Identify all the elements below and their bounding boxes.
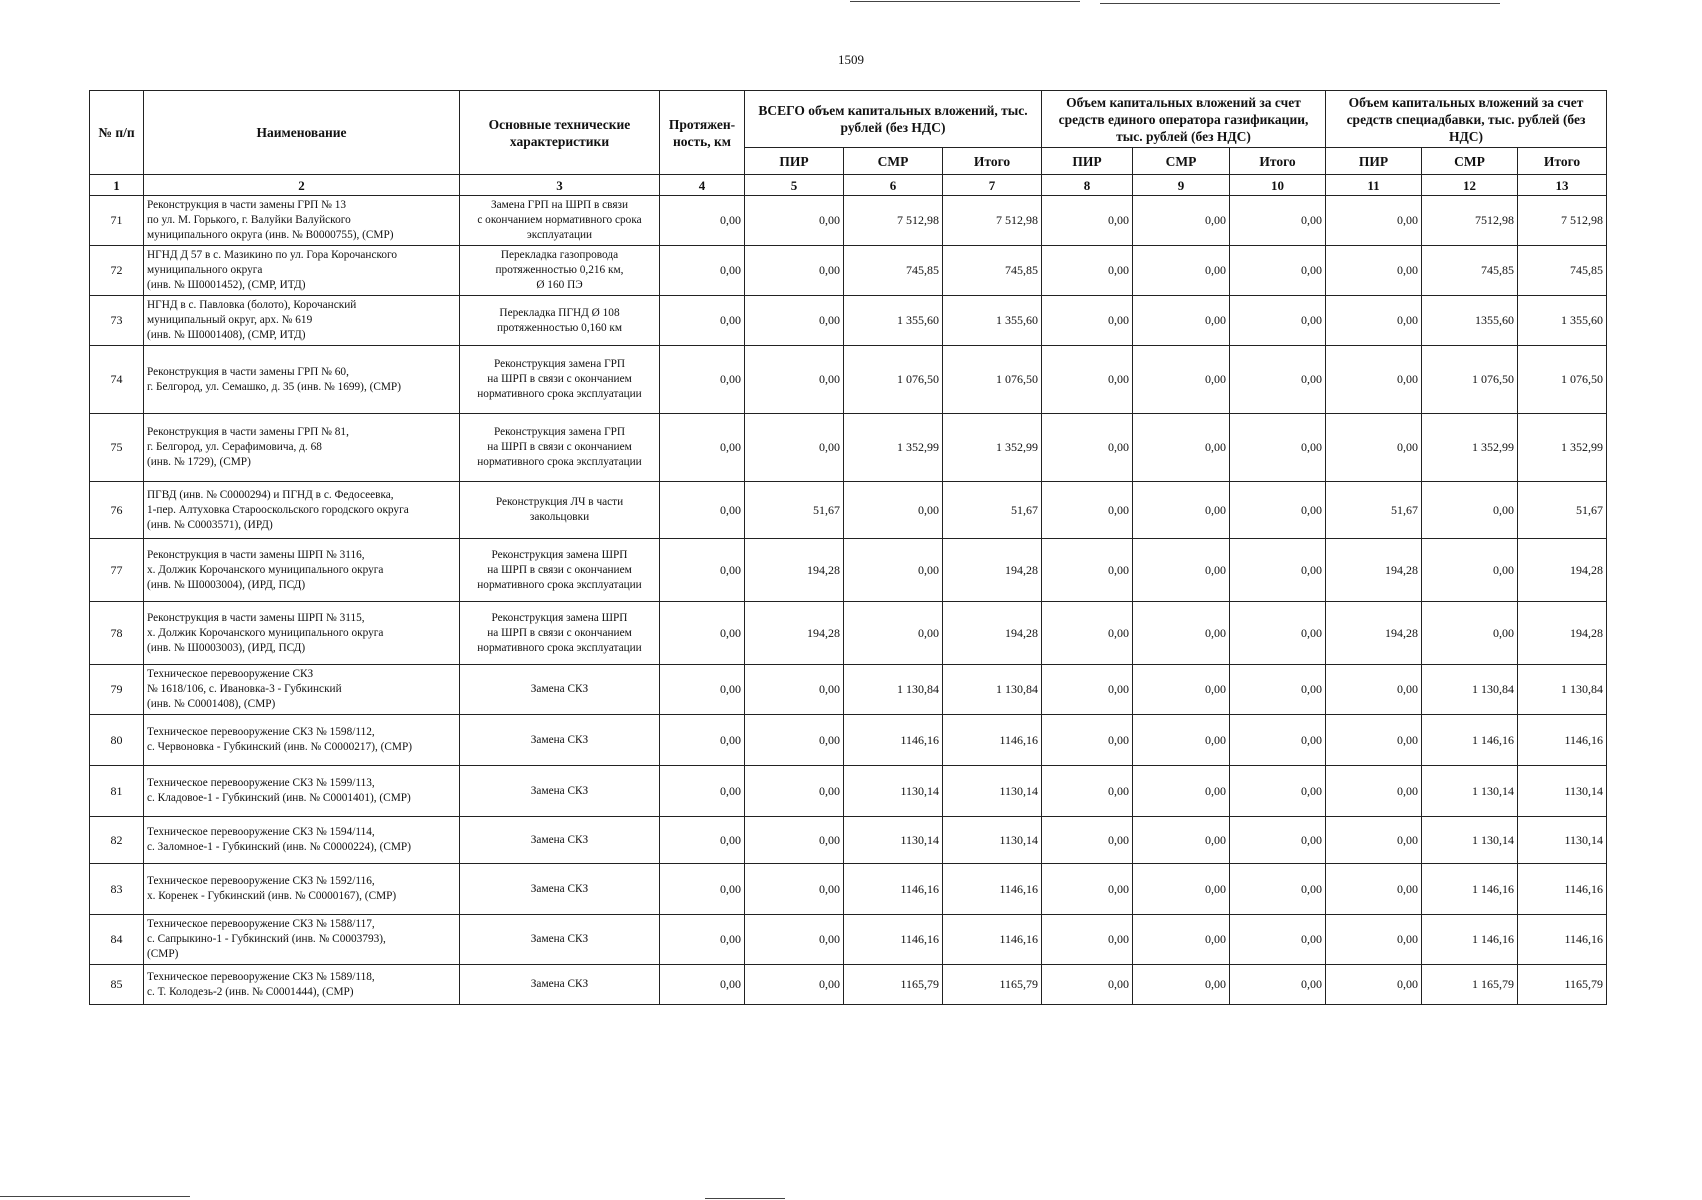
special-sum: 1130,14 <box>1518 766 1607 817</box>
total-smr: 7 512,98 <box>844 196 943 246</box>
operator-smr: 0,00 <box>1133 715 1230 766</box>
total-pir: 194,28 <box>745 539 844 602</box>
operator-smr: 0,00 <box>1133 766 1230 817</box>
length-km: 0,00 <box>660 482 745 539</box>
column-index-cell: 13 <box>1518 175 1607 196</box>
capital-investment-table <box>89 90 1607 1005</box>
header-group-total: ВСЕГО объем капитальных вложений, тыс. рублей (без НДС) <box>745 91 1042 148</box>
object-name: Техническое перевооружение СКЗ № 1588/117, с. Сапрыкино-1 - Губкинский (инв. № С0003793), (СМР) <box>144 915 460 965</box>
special-pir: 51,67 <box>1326 482 1422 539</box>
special-sum: 1146,16 <box>1518 915 1607 965</box>
table-row <box>90 766 1607 817</box>
operator-pir: 0,00 <box>1042 246 1133 296</box>
total-smr: 1130,14 <box>844 766 943 817</box>
special-pir: 0,00 <box>1326 915 1422 965</box>
special-sum: 1 355,60 <box>1518 296 1607 346</box>
special-sum: 194,28 <box>1518 539 1607 602</box>
special-pir: 0,00 <box>1326 817 1422 864</box>
special-pir: 194,28 <box>1326 539 1422 602</box>
table-row <box>90 864 1607 915</box>
special-smr: 0,00 <box>1422 602 1518 665</box>
header-sub-total: Итого <box>1230 148 1326 175</box>
column-index-cell: 12 <box>1422 175 1518 196</box>
tech-characteristics: Замена СКЗ <box>460 864 660 915</box>
operator-smr: 0,00 <box>1133 482 1230 539</box>
operator-smr: 0,00 <box>1133 414 1230 482</box>
column-index-cell: 5 <box>745 175 844 196</box>
column-index-cell: 8 <box>1042 175 1133 196</box>
special-pir: 0,00 <box>1326 864 1422 915</box>
object-name: Техническое перевооружение СКЗ № 1618/106, с. Ивановка-3 - Губкинский (инв. № С0001408), (СМР) <box>144 665 460 715</box>
row-number: 79 <box>90 665 144 715</box>
special-pir: 0,00 <box>1326 246 1422 296</box>
length-km: 0,00 <box>660 864 745 915</box>
operator-sum: 0,00 <box>1230 864 1326 915</box>
special-smr: 0,00 <box>1422 482 1518 539</box>
row-number: 82 <box>90 817 144 864</box>
row-number: 74 <box>90 346 144 414</box>
operator-smr: 0,00 <box>1133 196 1230 246</box>
column-index-row <box>90 175 1607 196</box>
operator-pir: 0,00 <box>1042 196 1133 246</box>
column-index-cell: 7 <box>943 175 1042 196</box>
operator-smr: 0,00 <box>1133 246 1230 296</box>
total-pir: 0,00 <box>745 766 844 817</box>
operator-sum: 0,00 <box>1230 296 1326 346</box>
operator-smr: 0,00 <box>1133 965 1230 1005</box>
total-pir: 0,00 <box>745 817 844 864</box>
row-number: 75 <box>90 414 144 482</box>
column-index-cell: 11 <box>1326 175 1422 196</box>
total-sum: 194,28 <box>943 602 1042 665</box>
header-sub-smr: СМР <box>1422 148 1518 175</box>
scan-edge-line <box>0 1196 190 1197</box>
special-sum: 194,28 <box>1518 602 1607 665</box>
row-number: 71 <box>90 196 144 246</box>
table-row <box>90 246 1607 296</box>
tech-characteristics: Замена ГРП на ШРП в связи с окончанием нормативного срока эксплуатации <box>460 196 660 246</box>
operator-smr: 0,00 <box>1133 817 1230 864</box>
total-smr: 1130,14 <box>844 817 943 864</box>
table-row <box>90 196 1607 246</box>
special-pir: 0,00 <box>1326 346 1422 414</box>
object-name: Техническое перевооружение СКЗ № 1599/113, с. Кладовое-1 - Губкинский (инв. № С0001401), (СМР) <box>144 766 460 817</box>
special-pir: 0,00 <box>1326 296 1422 346</box>
total-pir: 0,00 <box>745 296 844 346</box>
header-sub-pir: ПИР <box>1042 148 1133 175</box>
tech-characteristics: Перекладка ПГНД Ø 108 протяженностью 0,160 км <box>460 296 660 346</box>
total-sum: 1130,14 <box>943 766 1042 817</box>
object-name: ПГВД (инв. № С0000294) и ПГНД в с. Федосеевка, 1-пер. Алтуховка Старооскольского городского округа (инв. № С0003571), (ИРД) <box>144 482 460 539</box>
special-sum: 1 352,99 <box>1518 414 1607 482</box>
special-smr: 1 146,16 <box>1422 915 1518 965</box>
total-sum: 1 076,50 <box>943 346 1042 414</box>
total-pir: 0,00 <box>745 665 844 715</box>
object-name: Реконструкция в части замены ШРП № 3115, х. Должик Корочанского муниципального округа (инв. № Ш0003003), (ИРД, ПСД) <box>144 602 460 665</box>
table-row <box>90 482 1607 539</box>
object-name: Техническое перевооружение СКЗ № 1598/112, с. Червоновка - Губкинский (инв. № С0000217), (СМР) <box>144 715 460 766</box>
special-smr: 1 146,16 <box>1422 864 1518 915</box>
operator-sum: 0,00 <box>1230 346 1326 414</box>
operator-sum: 0,00 <box>1230 414 1326 482</box>
object-name: Техническое перевооружение СКЗ № 1592/116, х. Коренек - Губкинский (инв. № С0000167), (СМР) <box>144 864 460 915</box>
header-sub-pir: ПИР <box>1326 148 1422 175</box>
total-pir: 0,00 <box>745 246 844 296</box>
tech-characteristics: Замена СКЗ <box>460 965 660 1005</box>
total-pir: 0,00 <box>745 915 844 965</box>
table-row <box>90 346 1607 414</box>
header-length: Протяжен-ность, км <box>660 91 745 175</box>
operator-sum: 0,00 <box>1230 915 1326 965</box>
operator-pir: 0,00 <box>1042 602 1133 665</box>
total-sum: 1 352,99 <box>943 414 1042 482</box>
length-km: 0,00 <box>660 246 745 296</box>
object-name: Техническое перевооружение СКЗ № 1589/118, с. Т. Колодезь-2 (инв. № С0001444), (СМР) <box>144 965 460 1005</box>
operator-sum: 0,00 <box>1230 817 1326 864</box>
scan-edge-line <box>850 1 1080 2</box>
total-smr: 0,00 <box>844 482 943 539</box>
column-index-cell: 4 <box>660 175 745 196</box>
object-name: НГНД в с. Павловка (болото), Корочанский муниципальный округ, арх. № 619 (инв. № Ш0001408), (СМР, ИТД) <box>144 296 460 346</box>
special-sum: 1 130,84 <box>1518 665 1607 715</box>
row-number: 84 <box>90 915 144 965</box>
operator-smr: 0,00 <box>1133 539 1230 602</box>
total-smr: 1165,79 <box>844 965 943 1005</box>
tech-characteristics: Замена СКЗ <box>460 766 660 817</box>
special-smr: 1 165,79 <box>1422 965 1518 1005</box>
operator-pir: 0,00 <box>1042 296 1133 346</box>
total-sum: 7 512,98 <box>943 196 1042 246</box>
length-km: 0,00 <box>660 965 745 1005</box>
total-sum: 1146,16 <box>943 915 1042 965</box>
operator-sum: 0,00 <box>1230 246 1326 296</box>
tech-characteristics: Реконструкция ЛЧ в части закольцовки <box>460 482 660 539</box>
total-sum: 1146,16 <box>943 715 1042 766</box>
table-row <box>90 414 1607 482</box>
table-row <box>90 817 1607 864</box>
header-sub-smr: СМР <box>1133 148 1230 175</box>
header-group-operator: Объем капитальных вложений за счет средств единого оператора газификации, тыс. рублей (без НДС) <box>1042 91 1326 148</box>
header-tech: Основные технические характеристики <box>460 91 660 175</box>
total-smr: 0,00 <box>844 539 943 602</box>
special-pir: 0,00 <box>1326 414 1422 482</box>
total-smr: 1 076,50 <box>844 346 943 414</box>
length-km: 0,00 <box>660 715 745 766</box>
special-smr: 1 130,14 <box>1422 766 1518 817</box>
total-pir: 0,00 <box>745 715 844 766</box>
operator-smr: 0,00 <box>1133 915 1230 965</box>
row-number: 76 <box>90 482 144 539</box>
special-pir: 194,28 <box>1326 602 1422 665</box>
operator-smr: 0,00 <box>1133 864 1230 915</box>
special-smr: 1 130,84 <box>1422 665 1518 715</box>
column-index-cell: 6 <box>844 175 943 196</box>
column-index-cell: 10 <box>1230 175 1326 196</box>
length-km: 0,00 <box>660 346 745 414</box>
special-sum: 1146,16 <box>1518 864 1607 915</box>
operator-pir: 0,00 <box>1042 539 1133 602</box>
length-km: 0,00 <box>660 915 745 965</box>
tech-characteristics: Реконструкция замена ШРП на ШРП в связи с окончанием нормативного срока эксплуатации <box>460 539 660 602</box>
operator-sum: 0,00 <box>1230 715 1326 766</box>
row-number: 81 <box>90 766 144 817</box>
operator-pir: 0,00 <box>1042 766 1133 817</box>
table-row <box>90 915 1607 965</box>
operator-pir: 0,00 <box>1042 915 1133 965</box>
total-sum: 51,67 <box>943 482 1042 539</box>
header-num: № п/п <box>90 91 144 175</box>
total-sum: 1 355,60 <box>943 296 1042 346</box>
object-name: Реконструкция в части замены ГРП № 60, г. Белгород, ул. Семашко, д. 35 (инв. № 1699), (СМР) <box>144 346 460 414</box>
row-number: 77 <box>90 539 144 602</box>
column-index-cell: 2 <box>144 175 460 196</box>
header-name: Наименование <box>144 91 460 175</box>
tech-characteristics: Реконструкция замена ШРП на ШРП в связи с окончанием нормативного срока эксплуатации <box>460 602 660 665</box>
special-pir: 0,00 <box>1326 665 1422 715</box>
operator-sum: 0,00 <box>1230 539 1326 602</box>
operator-sum: 0,00 <box>1230 665 1326 715</box>
operator-smr: 0,00 <box>1133 296 1230 346</box>
special-pir: 0,00 <box>1326 715 1422 766</box>
special-smr: 745,85 <box>1422 246 1518 296</box>
row-number: 83 <box>90 864 144 915</box>
object-name: Реконструкция в части замены ШРП № 3116, х. Должик Корочанского муниципального округа (инв. № Ш0003004), (ИРД, ПСД) <box>144 539 460 602</box>
special-pir: 0,00 <box>1326 965 1422 1005</box>
column-index-cell: 3 <box>460 175 660 196</box>
tech-characteristics: Перекладка газопровода протяженностью 0,216 км, Ø 160 ПЭ <box>460 246 660 296</box>
total-sum: 1130,14 <box>943 817 1042 864</box>
special-smr: 1 076,50 <box>1422 346 1518 414</box>
tech-characteristics: Замена СКЗ <box>460 817 660 864</box>
length-km: 0,00 <box>660 414 745 482</box>
tech-characteristics: Замена СКЗ <box>460 715 660 766</box>
total-sum: 194,28 <box>943 539 1042 602</box>
header-group-special: Объем капитальных вложений за счет средств специадбавки, тыс. рублей (без НДС) <box>1326 91 1607 148</box>
page-number: 1509 <box>838 52 864 67</box>
table-row <box>90 665 1607 715</box>
special-sum: 745,85 <box>1518 246 1607 296</box>
total-pir: 0,00 <box>745 414 844 482</box>
special-smr: 0,00 <box>1422 539 1518 602</box>
length-km: 0,00 <box>660 665 745 715</box>
operator-sum: 0,00 <box>1230 965 1326 1005</box>
operator-sum: 0,00 <box>1230 602 1326 665</box>
length-km: 0,00 <box>660 817 745 864</box>
special-smr: 1 352,99 <box>1422 414 1518 482</box>
object-name: Реконструкция в части замены ГРП № 81, г. Белгород, ул. Серафимовича, д. 68 (инв. № 1729), (СМР) <box>144 414 460 482</box>
table-row <box>90 602 1607 665</box>
total-smr: 1146,16 <box>844 715 943 766</box>
table-row <box>90 965 1607 1005</box>
row-number: 73 <box>90 296 144 346</box>
table-row <box>90 539 1607 602</box>
total-pir: 51,67 <box>745 482 844 539</box>
total-smr: 1 130,84 <box>844 665 943 715</box>
operator-smr: 0,00 <box>1133 602 1230 665</box>
table-row <box>90 296 1607 346</box>
total-sum: 1 130,84 <box>943 665 1042 715</box>
special-sum: 7 512,98 <box>1518 196 1607 246</box>
header-sub-total: Итого <box>1518 148 1607 175</box>
operator-smr: 0,00 <box>1133 665 1230 715</box>
special-sum: 1146,16 <box>1518 715 1607 766</box>
object-name: Реконструкция в части замены ГРП № 13 по ул. М. Горького, г. Валуйки Валуйского муниципального округа (инв. № В0000755), (СМР) <box>144 196 460 246</box>
tech-characteristics: Замена СКЗ <box>460 915 660 965</box>
length-km: 0,00 <box>660 539 745 602</box>
table-body <box>90 196 1607 1005</box>
special-smr: 1355,60 <box>1422 296 1518 346</box>
total-smr: 0,00 <box>844 602 943 665</box>
header-sub-pir: ПИР <box>745 148 844 175</box>
tech-characteristics: Замена СКЗ <box>460 665 660 715</box>
operator-pir: 0,00 <box>1042 346 1133 414</box>
operator-pir: 0,00 <box>1042 482 1133 539</box>
tech-characteristics: Реконструкция замена ГРП на ШРП в связи с окончанием нормативного срока эксплуатации <box>460 346 660 414</box>
total-smr: 1146,16 <box>844 864 943 915</box>
operator-pir: 0,00 <box>1042 965 1133 1005</box>
column-index-cell: 1 <box>90 175 144 196</box>
special-pir: 0,00 <box>1326 766 1422 817</box>
special-sum: 51,67 <box>1518 482 1607 539</box>
operator-sum: 0,00 <box>1230 196 1326 246</box>
operator-smr: 0,00 <box>1133 346 1230 414</box>
special-sum: 1130,14 <box>1518 817 1607 864</box>
special-smr: 1 146,16 <box>1422 715 1518 766</box>
total-pir: 0,00 <box>745 196 844 246</box>
scan-edge-line <box>705 1198 785 1199</box>
total-smr: 1 352,99 <box>844 414 943 482</box>
object-name: НГНД Д 57 в с. Мазикино по ул. Гора Корочанского муниципального округа (инв. № Ш0001452), (СМР, ИТД) <box>144 246 460 296</box>
total-smr: 1 355,60 <box>844 296 943 346</box>
total-pir: 0,00 <box>745 864 844 915</box>
object-name: Техническое перевооружение СКЗ № 1594/114, с. Заломное-1 - Губкинский (инв. № С0000224), (СМР) <box>144 817 460 864</box>
row-number: 78 <box>90 602 144 665</box>
special-pir: 0,00 <box>1326 196 1422 246</box>
row-number: 80 <box>90 715 144 766</box>
special-smr: 1 130,14 <box>1422 817 1518 864</box>
header-sub-smr: СМР <box>844 148 943 175</box>
total-sum: 1146,16 <box>943 864 1042 915</box>
total-sum: 745,85 <box>943 246 1042 296</box>
header-sub-total: Итого <box>943 148 1042 175</box>
operator-sum: 0,00 <box>1230 766 1326 817</box>
special-smr: 7512,98 <box>1422 196 1518 246</box>
total-sum: 1165,79 <box>943 965 1042 1005</box>
tech-characteristics: Реконструкция замена ГРП на ШРП в связи с окончанием нормативного срока эксплуатации <box>460 414 660 482</box>
length-km: 0,00 <box>660 766 745 817</box>
total-pir: 0,00 <box>745 346 844 414</box>
special-sum: 1165,79 <box>1518 965 1607 1005</box>
special-sum: 1 076,50 <box>1518 346 1607 414</box>
table-row <box>90 715 1607 766</box>
row-number: 72 <box>90 246 144 296</box>
length-km: 0,00 <box>660 602 745 665</box>
scan-edge-line <box>1100 3 1500 4</box>
operator-pir: 0,00 <box>1042 864 1133 915</box>
total-smr: 1146,16 <box>844 915 943 965</box>
operator-pir: 0,00 <box>1042 715 1133 766</box>
length-km: 0,00 <box>660 296 745 346</box>
total-pir: 0,00 <box>745 965 844 1005</box>
operator-sum: 0,00 <box>1230 482 1326 539</box>
column-index-cell: 9 <box>1133 175 1230 196</box>
total-pir: 194,28 <box>745 602 844 665</box>
length-km: 0,00 <box>660 196 745 246</box>
operator-pir: 0,00 <box>1042 665 1133 715</box>
operator-pir: 0,00 <box>1042 414 1133 482</box>
total-smr: 745,85 <box>844 246 943 296</box>
row-number: 85 <box>90 965 144 1005</box>
operator-pir: 0,00 <box>1042 817 1133 864</box>
